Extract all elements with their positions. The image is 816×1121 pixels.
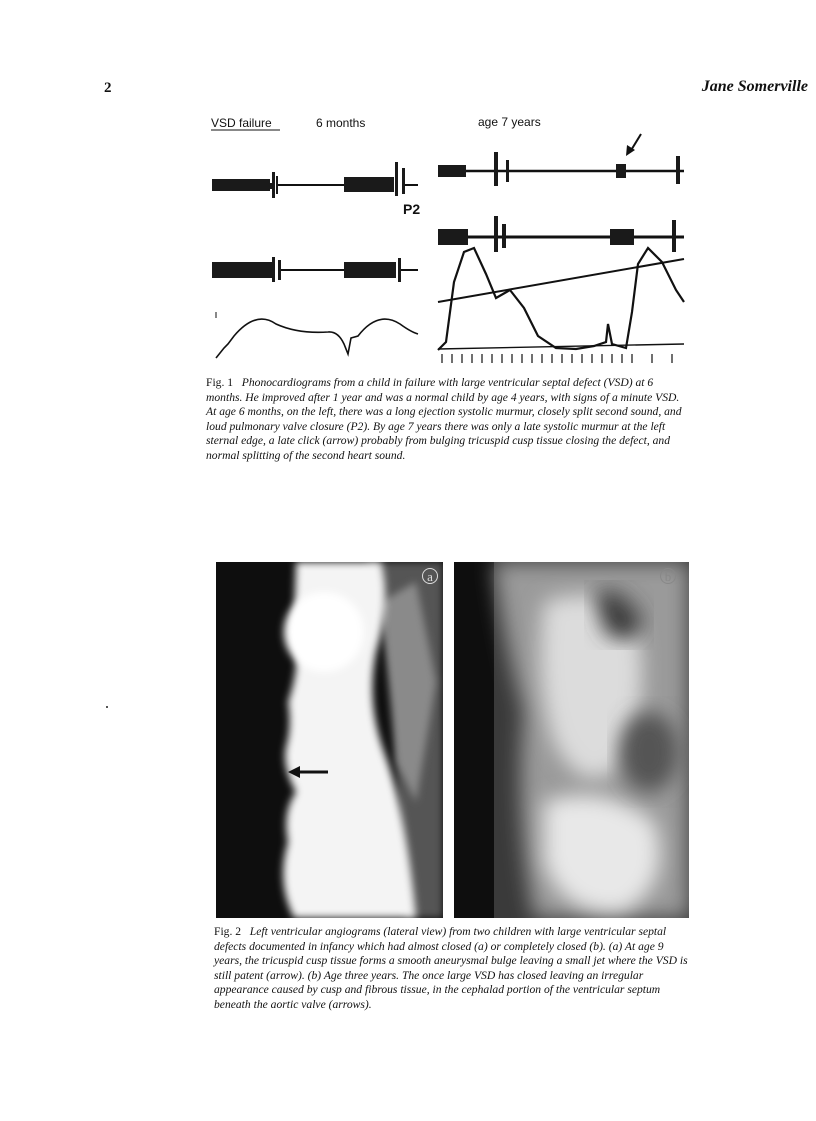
jet-arrow-icon (288, 765, 330, 779)
phono-trace-6m-upper (212, 162, 418, 198)
figure-2-caption-text: Left ventricular angiograms (lateral view) from two children with large ventricular septal defects documented in infancy which had almost closed (a) or completely closed (b). (a) At age 9 years, the tricuspid cusp tissue forms a smooth aneurysmal bulge leaving a small jet where the VSD is still patent (arrow). (b) Age three years. The once large VSD has closed leaving an irregular appearance caused by cusp and fibrous tissue, in the cephalad portion of the ventricular septum beneath the aortic valve (arrows). (214, 925, 688, 1011)
panel-b-label: b (660, 568, 676, 584)
figure-1-caption-text: Phonocardiograms from a child in failure with large ventricular septal defect (VSD) at 6 months. He improved after 1 year and was a normal child by age 4 years, with signs of a minute VSD. At age 6 months, on the left, there was a long ejection systolic murmur, closely split second sound, and loud pulmonary valve closure (P2). By age 7 years there was only a late systolic murmur at the left sternal edge, a late click (arrow) probably from bulging tricuspid cusp tissue closing the defect, and normal splitting of the second heart sound. (206, 376, 682, 462)
figure-2b-angiogram (454, 562, 689, 918)
time-markers (442, 354, 672, 363)
carotid-pulse-trace-7y (438, 248, 684, 350)
page-number: 2 (104, 80, 112, 96)
phono-trace-7y-upper (438, 152, 684, 186)
ecg-trace-6m (216, 319, 418, 358)
label-p2: P2 (403, 201, 421, 217)
figure-2a-angiogram (216, 562, 443, 918)
label-vsd-failure: VSD failure (211, 116, 272, 130)
ramp-line-7y (438, 259, 684, 302)
phono-trace-7y-lower (438, 216, 684, 252)
figure-2-caption (214, 925, 688, 1013)
stray-mark (106, 706, 108, 708)
running-head-author: Jane Somerville (701, 78, 808, 95)
figure-2-caption-label: Fig. 2 (214, 925, 242, 938)
figure-1-caption-label: Fig. 1 (206, 376, 234, 389)
figure-1-phonocardiogram (206, 112, 686, 374)
click-arrow-icon (626, 134, 641, 156)
label-6-months: 6 months (316, 116, 366, 130)
figure-1-caption (206, 376, 686, 464)
phono-trace-6m-lower (212, 257, 418, 282)
panel-a-label: a (422, 568, 438, 584)
label-age-7-years: age 7 years (478, 115, 541, 129)
